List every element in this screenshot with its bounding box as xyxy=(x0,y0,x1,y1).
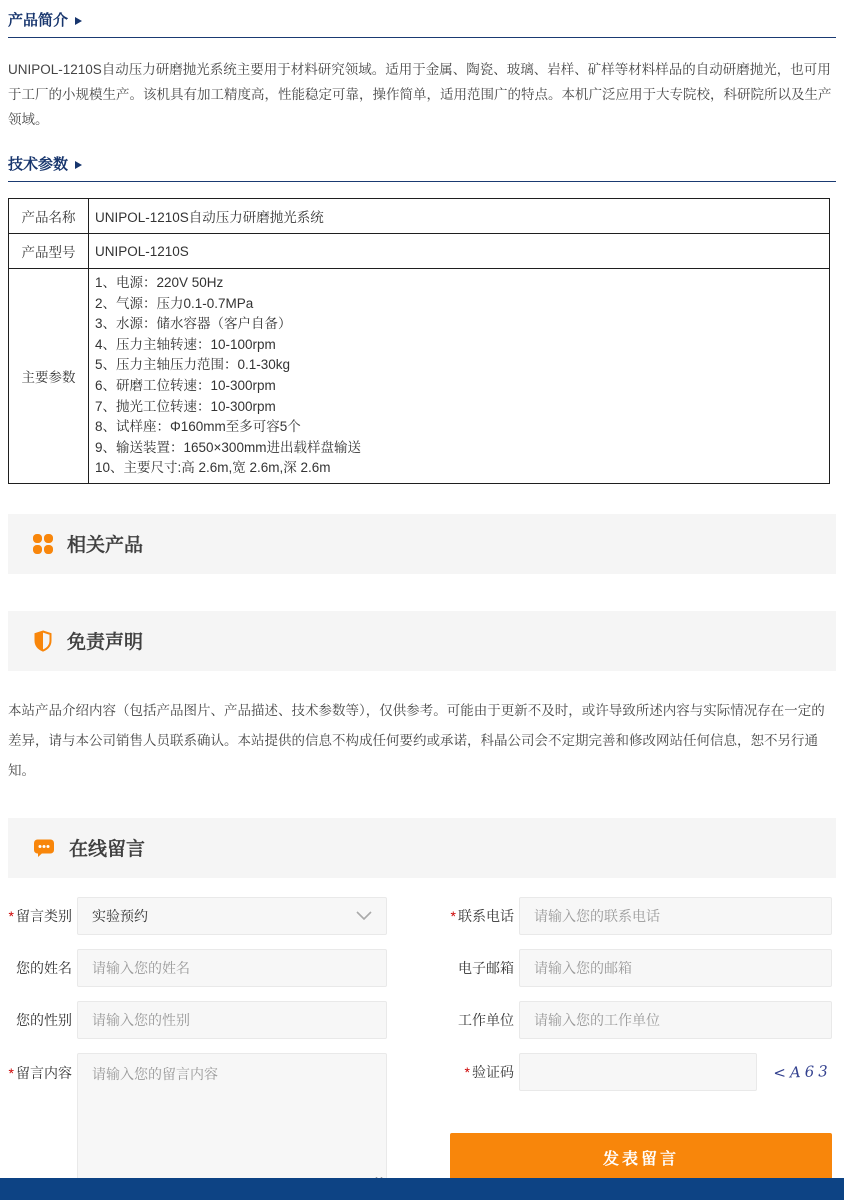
param-line: 3、水源：储水容器（客户自备） xyxy=(95,316,292,332)
heading-divider xyxy=(8,181,836,182)
field-name xyxy=(8,949,387,987)
spec-label-params: 主要参数 xyxy=(9,269,89,484)
param-line: 2、气源：压力0.1-0.7MPa xyxy=(95,295,254,311)
required-asterisk: * xyxy=(450,907,456,924)
field-category xyxy=(8,897,387,935)
field-content xyxy=(8,1053,387,1193)
message-form xyxy=(8,897,836,1193)
category-select[interactable] xyxy=(77,897,387,935)
param-line: 7、抛光工位转速：10-300rpm xyxy=(95,398,276,414)
param-line: 10、主要尺寸:高 2.6m,宽 2.6m,深 2.6m xyxy=(95,460,331,476)
section-disclaimer xyxy=(8,611,836,671)
required-asterisk: * xyxy=(8,907,14,924)
gender-input[interactable] xyxy=(77,1001,387,1039)
arrow-right-icon xyxy=(75,17,82,25)
name-input[interactable] xyxy=(77,949,387,987)
spec-value-params xyxy=(89,269,830,484)
email-label: 电子邮箱 xyxy=(458,959,514,976)
section-specs-heading xyxy=(8,156,836,182)
disclaimer-title: 免责声明 xyxy=(67,632,144,654)
param-list xyxy=(95,273,823,479)
param-line: 4、压力主轴转速：10-100rpm xyxy=(95,336,276,352)
field-captcha xyxy=(450,1053,832,1091)
company-label: 工作单位 xyxy=(458,1011,514,1028)
table-row xyxy=(9,269,830,484)
arrow-right-icon xyxy=(75,161,82,169)
captcha-image[interactable]: <A63 xyxy=(772,1061,833,1082)
required-asterisk: * xyxy=(8,1064,14,1081)
spec-label-model: 产品型号 xyxy=(9,234,89,269)
chat-bubble-icon xyxy=(33,838,55,858)
table-row xyxy=(9,199,830,234)
email-input[interactable] xyxy=(519,949,832,987)
section-product-intro-heading xyxy=(8,12,836,38)
spec-label-name: 产品名称 xyxy=(9,199,89,234)
footer-bar xyxy=(0,1178,844,1200)
product-intro-text: UNIPOL-1210S自动压力研磨抛光系统主要用于材料研究领域。适用于金属、陶瓷、玻璃、岩样、矿样等材料样品的自动研磨抛光，也可用于工厂的小规模生产。该机具有加工精度高，性能稳定可靠，操作简单，适用范围广的特点。本机广泛应用于大专院校，科研院所以及生产领域。 xyxy=(8,62,832,127)
content-label: 留言内容 xyxy=(16,1064,72,1081)
section-online-message xyxy=(8,818,836,878)
table-row xyxy=(9,234,830,269)
spec-value-model: UNIPOL-1210S xyxy=(89,234,830,269)
field-phone xyxy=(450,897,832,935)
captcha-and-submit xyxy=(450,1053,832,1193)
phone-input[interactable] xyxy=(519,897,832,935)
specs-title: 技术参数 xyxy=(8,156,69,173)
online-message-title: 在线留言 xyxy=(69,839,146,861)
field-gender xyxy=(8,1001,387,1039)
content-textarea[interactable] xyxy=(77,1053,387,1193)
param-line: 8、试样座：Φ160mm至多可容5个 xyxy=(95,419,301,435)
specs-table xyxy=(8,198,830,484)
section-related-products xyxy=(8,514,836,574)
captcha-input[interactable] xyxy=(519,1053,757,1091)
name-label: 您的姓名 xyxy=(16,959,72,976)
disclaimer-text: 本站产品介绍内容（包括产品图片、产品描述、技术参数等），仅供参考。可能由于更新不及时，或许导致所述内容与实际情况存在一定的差异，请与本公司销售人员联系确认。本站提供的信息不构成任何要约或承诺，科晶公司会不定期完善和修改网站任何信息，恕不另行通知。 xyxy=(8,702,825,778)
captcha-label: 验证码 xyxy=(472,1063,514,1080)
param-line: 9、输送装置：1650×300mm进出载样盘输送 xyxy=(95,439,361,455)
gender-label: 您的性别 xyxy=(16,1011,72,1028)
param-line: 1、电源：220V 50Hz xyxy=(95,275,224,290)
company-input[interactable] xyxy=(519,1001,832,1039)
param-line: 5、压力主轴压力范围：0.1-30kg xyxy=(95,357,291,373)
related-products-title: 相关产品 xyxy=(67,535,144,557)
shield-icon xyxy=(33,630,53,652)
field-email xyxy=(450,949,832,987)
category-label: 留言类别 xyxy=(16,907,72,924)
product-intro-title: 产品简介 xyxy=(8,12,69,29)
category-selected-value: 实验预约 xyxy=(92,907,148,924)
heading-divider xyxy=(8,37,836,38)
chevron-down-icon xyxy=(356,911,372,920)
spec-value-name: UNIPOL-1210S自动压力研磨抛光系统 xyxy=(89,199,830,234)
param-line: 6、研磨工位转速：10-300rpm xyxy=(95,377,276,393)
required-asterisk: * xyxy=(464,1063,470,1080)
clover-grid-icon xyxy=(33,534,53,554)
submit-message-button[interactable]: 发表留言 xyxy=(450,1133,832,1183)
phone-label: 联系电话 xyxy=(458,907,514,924)
field-company xyxy=(450,1001,832,1039)
